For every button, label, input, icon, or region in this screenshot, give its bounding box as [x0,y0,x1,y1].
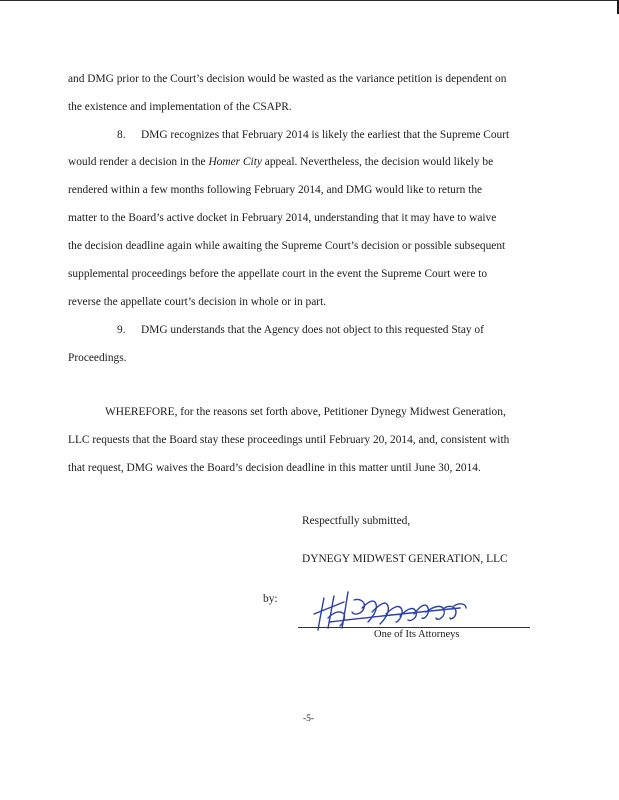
paragraph-8-line-5: the decision deadline again while awaiting the Supreme Court’s decision or possible subsequent [68,240,506,252]
closing-text: Respectfully submitted, [302,515,411,527]
page-number: -5- [303,714,315,724]
paragraph-8-line-7: reverse the appellate court’s decision in whole or in part. [68,296,327,308]
paragraph-8-line-2-end: appeal. Nevertheless, the decision would likely be [261,156,494,168]
paragraph-8-line-4: matter to the Board’s active docket in February 2014, understanding that it may have to waive [68,212,497,224]
paragraph-8-line-2-start: would render a decision in the [68,156,209,168]
company-name: DYNEGY MIDWEST GENERATION, LLC [302,553,508,565]
paragraph-9-number: 9. [117,324,126,336]
wherefore-line-3: that request, DMG waives the Board’s decision deadline in this matter until June 30, 2014. [68,462,481,474]
body-line-1: and DMG prior to the Court’s decision would be wasted as the variance petition is dependent on [68,73,507,85]
paragraph-8-number: 8. [117,129,126,141]
wherefore-line-2: LLC requests that the Board stay these proceedings until February 20, 2014, and, consistent with [68,434,510,446]
page-top-edge [0,0,619,1]
signature-line [298,627,530,628]
body-line-2: the existence and implementation of the CSAPR. [68,101,292,113]
signature-caption: One of Its Attorneys [374,629,460,640]
wherefore-line-1: WHEREFORE, for the reasons set forth above, Petitioner Dynegy Midwest Generation, [105,406,506,418]
paragraph-9-line-2: Proceedings. [68,352,127,364]
paragraph-8-line-6: supplemental proceedings before the appellate court in the event the Supreme Court were to [68,268,488,280]
paragraph-8-line-1: DMG recognizes that February 2014 is likely the earliest that the Supreme Court [141,129,510,141]
paragraph-8-line-2 [68,155,493,169]
paragraph-8-line-3: rendered within a few months following February 2014, and DMG would like to return the [68,184,483,196]
by-label: by: [263,593,278,605]
case-name-italic: Homer City [208,156,262,168]
paragraph-9-line-1: DMG understands that the Agency does not object to this requested Stay of [141,324,484,336]
